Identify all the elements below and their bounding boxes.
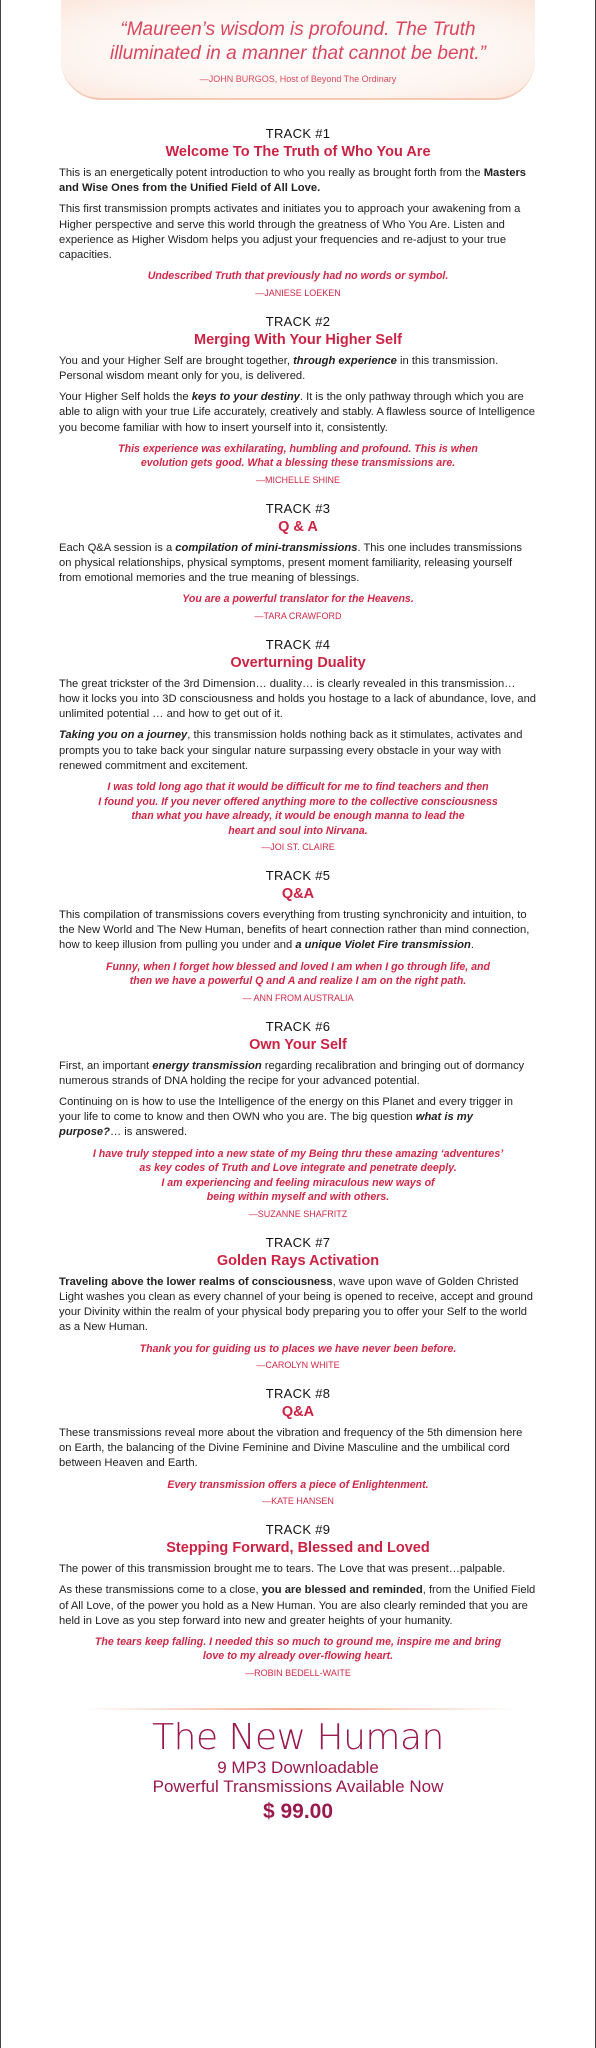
header-quote-line-2: illuminated in a manner that cannot be bent.” xyxy=(109,43,486,64)
testimonial-author: —SUZANNE SHAFRITZ xyxy=(248,1208,348,1219)
track-title: Stepping Forward, Blessed and Loved xyxy=(166,1540,430,1557)
track-number: TRACK #7 xyxy=(265,1234,331,1250)
track-description xyxy=(59,354,537,384)
testimonial-line: being within myself and with others. xyxy=(206,1191,390,1204)
testimonial-author: —ROBIN BEDELL-WAITE xyxy=(245,1667,351,1678)
header-testimonial xyxy=(61,0,535,100)
track-description xyxy=(59,908,537,954)
track-title: Golden Rays Activation xyxy=(216,1252,380,1269)
track-description xyxy=(59,1562,537,1577)
track-title: Q & A xyxy=(278,518,318,535)
description-text: This is an energetically potent introduction to who you really as brought forth from the xyxy=(59,167,484,179)
track-description xyxy=(59,390,537,436)
testimonial-quote xyxy=(73,442,523,471)
description-text: Masters and Wise Ones from the Unified Field of All Love. xyxy=(59,167,527,195)
testimonial-quote xyxy=(73,1342,523,1357)
track-description xyxy=(59,1275,537,1336)
track-list xyxy=(1,100,595,1678)
track-title: Own Your Self xyxy=(249,1036,347,1053)
description-text: keys to your destiny xyxy=(191,391,300,404)
testimonial-line: evolution gets good. What a blessing these transmissions are. xyxy=(140,457,456,470)
testimonial-line: Funny, when I forget how blessed and loved I am when I go through life, and xyxy=(106,960,490,973)
description-text: Continuing on is how to use the Intelligence of the energy on this Planet and every trigger in your life to come to know and then OWN who you are. The big question xyxy=(59,1096,514,1124)
track-number: TRACK #2 xyxy=(265,313,331,329)
track-section xyxy=(59,1386,537,1506)
track-section xyxy=(59,868,537,1003)
description-text: through experience xyxy=(293,354,397,367)
testimonial-line: Undescribed Truth that previously had no words or symbol. xyxy=(147,270,449,283)
track-description xyxy=(59,1583,537,1629)
description-text: a unique Violet Fire transmission xyxy=(295,939,471,952)
description-text: These transmissions reveal more about the vibration and frequency of the 5th dimension here on Earth, the balancing of the Divine Feminine and Divine Masculine and the umbilical cord between Heaven and Earth. xyxy=(59,1427,523,1470)
description-text: This compilation of transmissions covers everything from trusting synchronicity and intuition, to the New World and The New Human, benefits of heart connection rather than mind connection, how to keep illusion from pulling you under and xyxy=(59,909,530,952)
product-name: The New Human xyxy=(152,1716,444,1758)
testimonial-quote xyxy=(73,1147,523,1205)
track-number: TRACK #4 xyxy=(265,636,331,652)
track-section xyxy=(59,637,537,852)
product-format: 9 MP3 Downloadable xyxy=(217,1757,379,1777)
track-section xyxy=(59,314,537,485)
track-section xyxy=(59,1019,537,1219)
testimonial-author: —KATE HANSEN xyxy=(262,1496,334,1507)
testimonial-line: This experience was exhilarating, humbling and profound. This is when xyxy=(118,442,478,455)
header-quote-line-1: “Maureen’s wisdom is profound. The Truth xyxy=(120,19,476,40)
description-text: You and your Higher Self are brought together, xyxy=(59,354,294,367)
description-text: , from the Unified Field of All Love, of the power you hold as a New Human. You are also clearly reminded that you are held in Love as you step forward into new and greater heights of your humanity. xyxy=(59,1584,536,1627)
track-number: TRACK #6 xyxy=(265,1018,331,1034)
track-number: TRACK #3 xyxy=(265,500,331,516)
track-title: Q&A xyxy=(281,886,315,903)
testimonial-quote xyxy=(73,269,523,284)
description-text: Your Higher Self holds the xyxy=(59,391,192,404)
track-description xyxy=(59,677,537,723)
header-quote-attribution: —JOHN BURGOS, Host of Beyond The Ordinary xyxy=(199,74,397,84)
product-availability: Powerful Transmissions Available Now xyxy=(152,1776,444,1796)
track-title: Merging With Your Higher Self xyxy=(194,331,402,348)
testimonial-quote xyxy=(73,1478,523,1493)
product-footer xyxy=(1,1708,595,1824)
track-description xyxy=(59,1095,537,1141)
testimonial-author: —CAROLYN WHITE xyxy=(256,1360,340,1370)
description-text: regarding recalibration and bringing out of dormancy numerous strands of DNA holding the recipe for your advanced potential. xyxy=(59,1059,525,1087)
track-number: TRACK #1 xyxy=(265,126,331,141)
track-description xyxy=(59,541,537,587)
description-text: This first transmission prompts activates and initiates you to approach your awakening from a Higher perspective and serve this world through the greatness of Who You Are. Listen and experience as Higher Wisdom helps you adjust your frequencies and re-adjust to your true capacities. xyxy=(59,203,521,262)
description-text: , wave upon wave of Golden Christed Light washes you clean as every channel of your being is opened to receive, accept and ground your Divinity within the realm of your physical body preparing you to offer your Self to the world as a New Human. xyxy=(59,1275,533,1334)
description-text: Each Q&A session is a xyxy=(59,541,176,554)
track-description xyxy=(59,1426,537,1472)
description-text: Taking you on a journey xyxy=(59,729,188,742)
testimonial-quote xyxy=(73,960,523,989)
footer-divider xyxy=(81,1708,515,1710)
track-section xyxy=(59,1522,537,1678)
track-title: Welcome To The Truth of Who You Are xyxy=(165,144,431,160)
testimonial-line: I found you. If you never offered anything more to the collective consciousness xyxy=(98,795,498,808)
testimonial-line: Thank you for guiding us to places we have never been before. xyxy=(139,1342,457,1355)
track-description xyxy=(59,728,537,774)
testimonial-line: I was told long ago that it would be difficult for me to find teachers and then xyxy=(107,781,489,794)
track-description xyxy=(59,166,537,196)
description-text: in this transmission. Personal wisdom meant only for you, is delivered. xyxy=(59,354,499,382)
description-text: The power of this transmission brought me to tears. The Love that was present…palpable. xyxy=(59,1563,506,1576)
description-text: As these transmissions come to a close, xyxy=(59,1584,262,1597)
testimonial-author: —MICHELLE SHINE xyxy=(255,474,341,485)
description-text: you are blessed and reminded xyxy=(261,1584,423,1597)
track-number: TRACK #8 xyxy=(265,1386,331,1401)
track-description xyxy=(59,1059,537,1089)
testimonial-line: I have truly stepped into a new state of my Being thru these amazing ‘adventures’ xyxy=(92,1147,504,1160)
description-text: . xyxy=(470,939,474,952)
testimonial-line: love to my already over-flowing heart. xyxy=(202,1650,394,1663)
description-text: , this transmission holds nothing back as it stimulates, activates and prompts you to take back your singular nature surpassing every obstacle in your way with renewed commitment and excitement. xyxy=(59,729,523,772)
description-text: compilation of mini-transmissions xyxy=(175,541,358,554)
testimonial-line: You are a powerful translator for the Heavens. xyxy=(182,593,414,606)
track-title: Q&A xyxy=(281,1404,315,1420)
testimonial-line: than what you have already, it would be enough manna to lead the xyxy=(131,810,465,823)
track-section xyxy=(59,1235,537,1370)
track-section xyxy=(59,501,537,621)
testimonial-quote xyxy=(73,1635,523,1664)
testimonial-line: then we have a powerful Q and A and realize I am on the right path. xyxy=(129,975,467,988)
testimonial-quote xyxy=(73,592,523,607)
track-number: TRACK #5 xyxy=(265,868,331,884)
testimonial-author: —TARA CRAWFORD xyxy=(254,610,342,621)
testimonial-line: I am experiencing and feeling miraculous new ways of xyxy=(161,1176,435,1189)
track-title: Overturning Duality xyxy=(230,654,366,671)
description-text: Traveling above the lower realms of consciousness xyxy=(59,1275,333,1288)
description-text: what is my purpose? xyxy=(59,1111,473,1139)
track-section xyxy=(59,126,537,298)
testimonial-line: Every transmission offers a piece of Enlightenment. xyxy=(167,1478,429,1491)
description-text: The great trickster of the 3rd Dimension… duality… is clearly revealed in this transmission… how it locks you into 3D consciousness and holds you hostage to a lack of abundance, love, and unlimited potential … and how to get out of it. xyxy=(59,677,537,721)
testimonial-author: — ANN FROM AUSTRALIA xyxy=(242,992,354,1003)
testimonial-line: as key codes of Truth and Love integrate and penetrate deeply. xyxy=(139,1162,457,1175)
track-description xyxy=(59,202,537,263)
testimonial-line: The tears keep falling. I needed this so much to ground me, inspire me and bring xyxy=(94,1635,502,1648)
product-price: $ 99.00 xyxy=(262,1799,334,1823)
testimonial-author: —JOI ST. CLAIRE xyxy=(261,842,335,853)
header-quote-text xyxy=(81,18,515,66)
testimonial-quote xyxy=(73,780,523,838)
description-text: First, an important xyxy=(59,1059,153,1072)
testimonial-line: heart and soul into Nirvana. xyxy=(228,824,368,837)
description-text: . This one includes transmissions on physical relationships, physical symptoms, present moment familiarity, releasing yourself from emotional memories and the true meaning of blessings. xyxy=(59,541,523,585)
track-number: TRACK #9 xyxy=(265,1522,331,1538)
description-text: … is answered. xyxy=(109,1126,188,1139)
testimonial-author: —JANIESE LOEKEN xyxy=(255,287,341,298)
description-text: energy transmission xyxy=(152,1059,262,1072)
description-text: . It is the only pathway through which you are able to align with your true Life accurately, creatively and stably. A flawless source of Intelligence you become familiar with how to insert yourself into it, consistently. xyxy=(59,391,535,434)
